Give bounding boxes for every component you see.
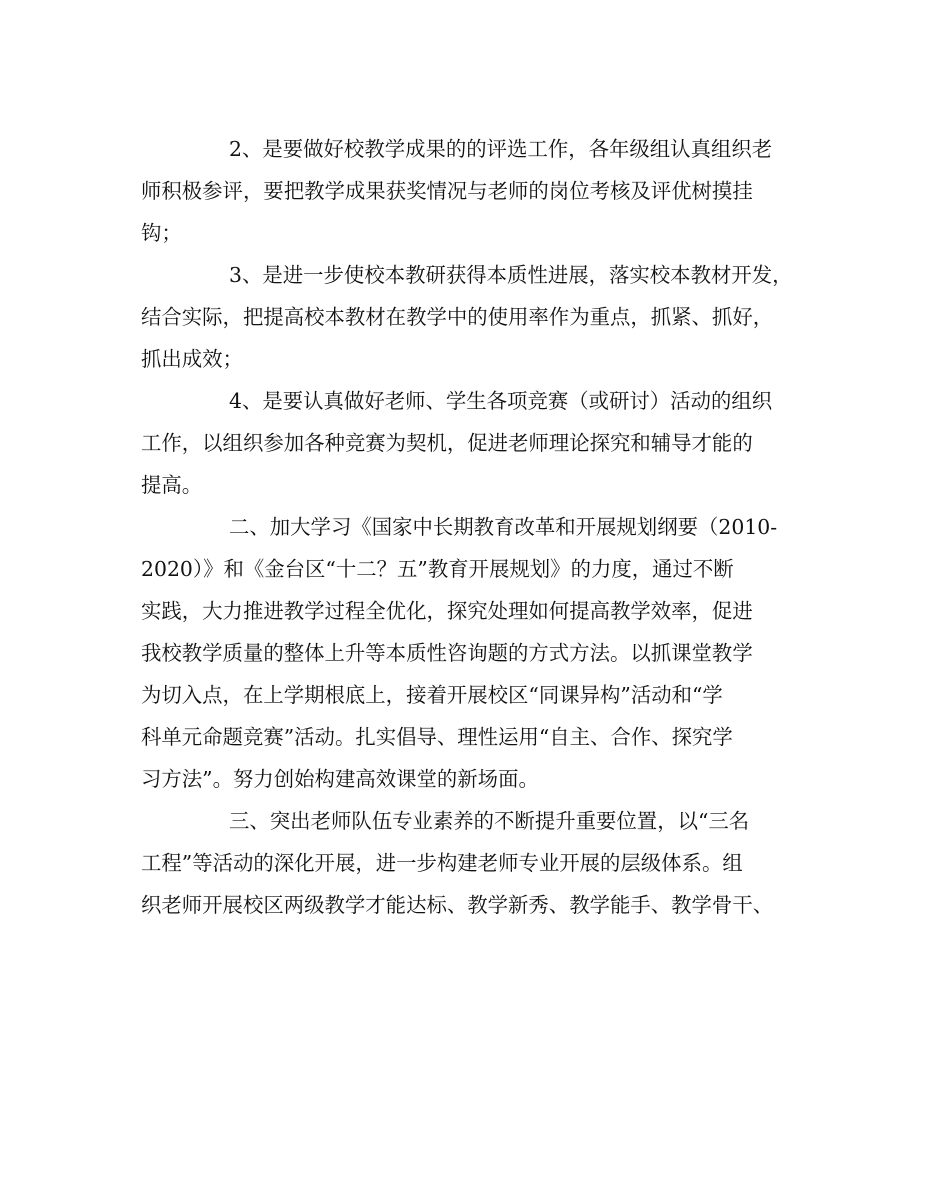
text-line: 抓出成效； [141, 347, 243, 371]
text-line: 4、是要认真做好老师、学生各项竞赛（或研讨）活动的组织 [229, 389, 773, 413]
paragraph-item-4 [141, 380, 811, 506]
text-line: 师积极参评，要把教学成果获奖情况与老师的岗位考核及评优树摸挂 [141, 179, 753, 203]
text-line: 工作，以组织参加各种竞赛为契机，促进老师理论探究和辅导才能的 [141, 431, 753, 455]
text-line: 为切入点，在上学期根底上，接着开展校区“同课异构”活动和“学 [141, 683, 723, 707]
text-line: 习方法”。努力创始构建高效课堂的新场面。 [141, 767, 539, 791]
text-line: 织老师开展校区两级教学才能达标、教学新秀、教学能手、教学骨干、 [141, 893, 774, 917]
text-line: 二、加大学习《国家中长期教育改革和开展规划纲要（2010- [229, 515, 778, 539]
text-line: 实践，大力推进教学过程全优化，探究处理如何提高教学效率，促进 [141, 599, 753, 623]
paragraph-section-3 [141, 800, 811, 926]
text-line: 我校教学质量的整体上升等本质性咨询题的方式方法。以抓课堂教学 [141, 641, 753, 665]
text-line: 提高。 [141, 473, 203, 497]
document-body [141, 128, 811, 926]
paragraph-item-3 [141, 254, 811, 380]
text-line: 工程”等活动的深化开展，进一步构建老师专业开展的层级体系。组 [141, 851, 743, 875]
paragraph-section-2 [141, 506, 811, 800]
text-line: 三、突出老师队伍专业素养的不断提升重要位置，以“三名 [229, 809, 750, 833]
text-line: 2020）》和《金台区“十二？五”教育开展规划》的力度，通过不断 [141, 557, 734, 581]
text-line: 科单元命题竞赛”活动。扎实倡导、理性运用“自主、合作、探究学 [141, 725, 733, 749]
paragraph-item-2 [141, 128, 811, 254]
text-line: 钩； [141, 221, 182, 245]
text-line: 2、是要做好校教学成果的的评选工作，各年级组认真组织老 [229, 137, 773, 161]
text-line: 3、是进一步使校本教研获得本质性进展，落实校本教材开发， [229, 263, 793, 287]
text-line: 结合实际，把提高校本教材在教学中的使用率作为重点，抓紧、抓好， [141, 305, 774, 329]
